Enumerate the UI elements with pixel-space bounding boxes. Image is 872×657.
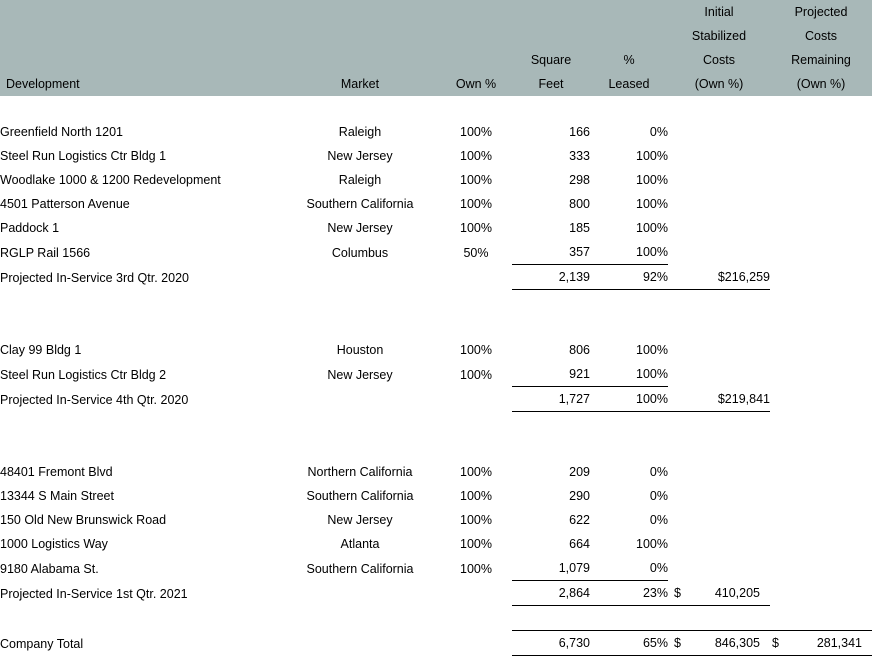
cell-own: 100% [460,465,492,479]
header-blank [440,0,512,24]
header-blank [280,0,440,24]
cell-company-total-initial-costs-wrap [668,631,770,656]
cell-remaining-costs [770,484,872,508]
group-total-row [0,265,872,290]
cell-remaining-costs [770,460,872,484]
cell-total-square-feet: 1,727 [512,387,590,412]
cell-group-label: Projected In-Service 4th Qtr. 2020 [0,392,189,407]
cell-remaining-costs [770,240,872,265]
header-blank [590,24,668,48]
cell-remaining-costs [770,168,872,192]
cell-leased: 100% [636,197,668,211]
table-row [0,120,872,144]
cell-own: 100% [460,343,492,357]
spacer-row [0,606,872,631]
cell-group-label: Projected In-Service 3rd Qtr. 2020 [0,270,189,285]
header-initial-own-paren: (Own %) [668,72,770,96]
cell-market: New Jersey [327,149,393,163]
header-projected: Projected [770,0,872,24]
cell-remaining-costs [770,532,872,556]
initial-costs-value: 410,205 [714,586,760,600]
header-blank [0,24,280,48]
cell-own: 50% [463,245,489,260]
cell-market: Northern California [307,465,413,479]
cell-square-feet: 1,079 [512,556,590,581]
cell-initial-costs [668,484,770,508]
cell-development: Clay 99 Bldg 1 [0,343,82,357]
table-row [0,532,872,556]
header-percent: % [590,48,668,72]
header-blank [590,0,668,24]
header-blank [280,24,440,48]
cell-market: Houston [336,343,384,357]
header-square: Square [512,48,590,72]
cell-square-feet: 166 [569,125,590,139]
table-row [0,144,872,168]
table-row [0,240,872,265]
cell-initial-costs [668,556,770,581]
cell-market: Raleigh [338,125,382,139]
cell-market: Atlanta [340,537,380,551]
cell-leased: 100% [636,173,668,187]
cell-total-leased: 23% [590,581,668,606]
header-row-1 [0,0,872,24]
cell-blank [280,631,440,656]
cell-development: 1000 Logistics Way [0,537,108,551]
cell-initial-costs [668,508,770,532]
table-row [0,216,872,240]
cell-square-feet: 921 [512,362,590,387]
cell-market: New Jersey [327,513,393,527]
cell-development: 13344 S Main Street [0,489,114,503]
cell-leased: 100% [590,240,668,265]
cell-leased: 0% [649,465,668,479]
header-own-pct: Own % [440,72,512,96]
cell-own: 100% [460,197,492,211]
cell-own: 100% [460,149,492,163]
cell-development: Woodlake 1000 & 1200 Redevelopment [0,173,221,187]
header-blank [0,0,280,24]
cell-development: Steel Run Logistics Ctr Bldg 1 [0,149,167,163]
company-remaining-currency-symbol: $ [772,636,779,650]
header-blank [440,48,512,72]
cell-initial-costs [668,460,770,484]
cell-market: New Jersey [327,221,393,235]
cell-blank [280,387,440,412]
company-initial-value: 846,305 [714,636,760,650]
cell-blank [280,581,440,606]
cell-development: 4501 Patterson Avenue [0,197,130,211]
spacer-row [0,96,872,120]
cell-total-leased: 92% [590,265,668,290]
table-row [0,362,872,387]
company-initial-currency-symbol: $ [674,636,681,650]
group-total-row [0,581,872,606]
cell-total-leased: 100% [590,387,668,412]
header-development: Development [0,72,280,96]
cell-remaining-costs [770,192,872,216]
cell-initial-costs [668,362,770,387]
table-row [0,192,872,216]
cell-blank [440,581,512,606]
cell-development: Greenfield North 1201 [0,125,123,139]
cell-initial-costs [668,144,770,168]
cell-leased: 0% [649,513,668,527]
cell-square-feet: 357 [512,240,590,265]
cell-development: RGLP Rail 1566 [0,245,91,260]
cell-company-total-remaining-costs-wrap [770,631,872,656]
cell-total-square-feet: 2,864 [512,581,590,606]
cell-leased: 0% [649,489,668,503]
cell-leased: 0% [649,125,668,139]
header-remaining: Remaining [770,48,872,72]
header-blank [512,0,590,24]
cell-group-label: Projected In-Service 1st Qtr. 2021 [0,586,188,601]
cell-total-initial-costs: $216,259 [668,265,770,290]
cell-remaining-costs [770,120,872,144]
cell-initial-costs [668,338,770,362]
header-feet: Feet [512,72,590,96]
cell-square-feet: 806 [569,343,590,357]
cell-remaining-costs [770,556,872,581]
cell-own: 100% [460,367,492,382]
group-total-row [0,387,872,412]
cell-development: Steel Run Logistics Ctr Bldg 2 [0,367,167,382]
spacer-row [0,412,872,437]
cell-leased: 100% [636,343,668,357]
cell-blank [440,265,512,290]
header-stabilized: Stabilized [668,24,770,48]
table-row [0,556,872,581]
header-row-4 [0,72,872,96]
cell-own: 100% [460,513,492,527]
table-row [0,484,872,508]
company-remaining-value: 281,341 [816,636,862,650]
cell-remaining-costs [770,362,872,387]
cell-own: 100% [460,125,492,139]
cell-initial-costs [668,168,770,192]
header-remaining-own-paren: (Own %) [770,72,872,96]
cell-total-remaining-costs [770,581,872,606]
cell-initial-costs [668,240,770,265]
spacer-row [0,436,872,460]
header-blank [512,24,590,48]
header-blank [280,48,440,72]
spacer-row [0,290,872,315]
cell-development: 150 Old New Brunswick Road [0,513,167,527]
cell-total-remaining-costs [770,387,872,412]
cell-leased: 100% [636,149,668,163]
cell-company-total-leased: 65% [590,631,668,656]
cell-market: Southern California [306,489,414,503]
cell-square-feet: 290 [569,489,590,503]
header-costs: Costs [668,48,770,72]
spacer-row [0,314,872,338]
initial-costs-currency-symbol: $ [674,586,681,600]
cell-square-feet: 333 [569,149,590,163]
cell-market: Southern California [306,197,414,211]
cell-total-square-feet: 2,139 [512,265,590,290]
cell-own: 100% [460,221,492,235]
cell-own: 100% [460,561,492,576]
header-costs: Costs [770,24,872,48]
cell-initial-costs [668,216,770,240]
cell-market: Raleigh [338,173,382,187]
cell-total-initial-costs: $219,841 [668,387,770,412]
header-initial: Initial [668,0,770,24]
table-row [0,168,872,192]
cell-market: Southern California [306,561,414,576]
cell-remaining-costs [770,338,872,362]
cell-initial-costs [668,532,770,556]
cell-leased: 100% [636,221,668,235]
cell-leased: 100% [636,537,668,551]
cell-initial-costs [668,120,770,144]
header-market: Market [280,72,440,96]
cell-development: 9180 Alabama St. [0,561,99,576]
cell-own: 100% [460,489,492,503]
cell-square-feet: 298 [569,173,590,187]
header-row-2 [0,24,872,48]
cell-remaining-costs [770,144,872,168]
cell-leased: 100% [590,362,668,387]
cell-blank [440,631,512,656]
cell-blank [280,265,440,290]
cell-square-feet: 800 [569,197,590,211]
cell-square-feet: 664 [569,537,590,551]
cell-blank [440,387,512,412]
table-row [0,338,872,362]
header-blank [0,48,280,72]
table-row [0,508,872,532]
cell-square-feet: 622 [569,513,590,527]
cell-remaining-costs [770,216,872,240]
cell-own: 100% [460,537,492,551]
cell-square-feet: 209 [569,465,590,479]
cell-company-total-square-feet: 6,730 [512,631,590,656]
table-row [0,460,872,484]
cell-initial-costs [668,192,770,216]
cell-square-feet: 185 [569,221,590,235]
header-blank [440,24,512,48]
header-row-3 [0,48,872,72]
cell-remaining-costs [770,508,872,532]
cell-development: 48401 Fremont Blvd [0,465,113,479]
header-leased: Leased [590,72,668,96]
cell-market: New Jersey [327,367,393,382]
cell-total-initial-costs-wrap [668,581,770,606]
cell-market: Columbus [331,245,389,260]
cell-company-total-label: Company Total [0,636,84,651]
cell-own: 100% [460,173,492,187]
cell-total-remaining-costs [770,265,872,290]
company-total-row [0,631,872,656]
cell-development: Paddock 1 [0,221,60,235]
cell-leased: 0% [590,556,668,581]
